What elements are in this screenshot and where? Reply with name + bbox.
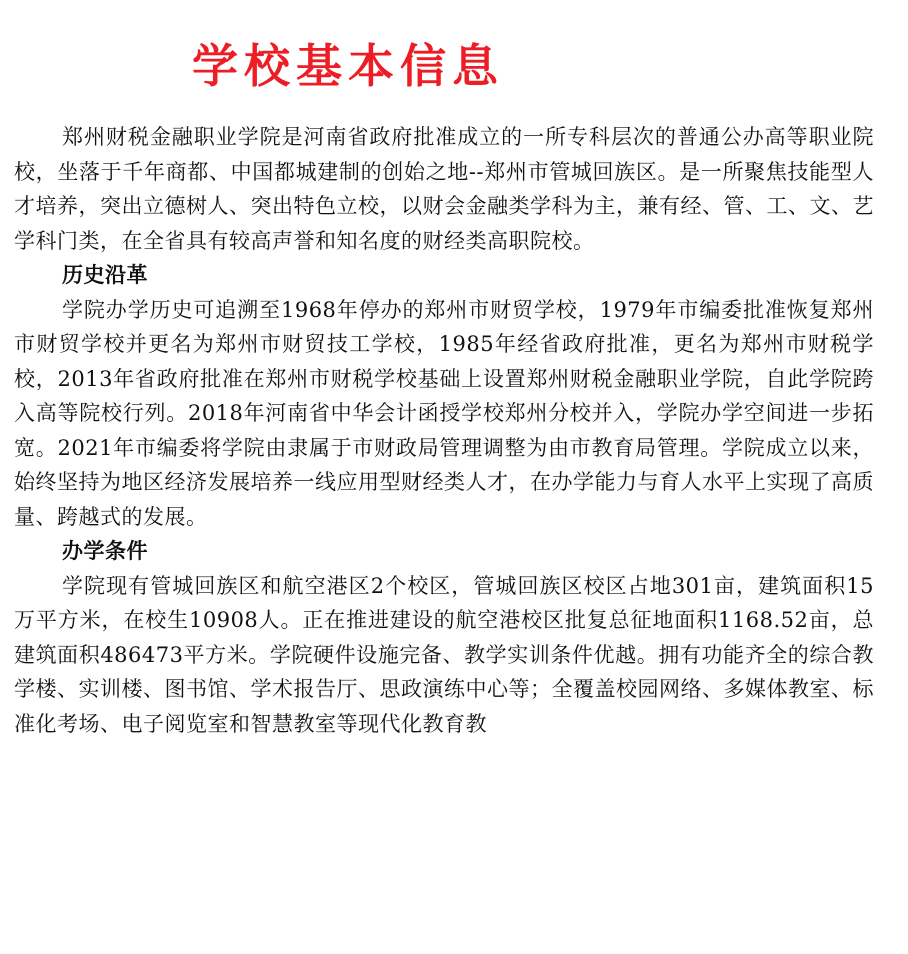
intro-paragraph: 郑州财税金融职业学院是河南省政府批准成立的一所专科层次的普通公办高等职业院校，坐落于千年商都、中国都城建制的创始之地--郑州市管城回族区。是一所聚焦技能型人才培养，突出立德树人、突出特色立校，以财会金融类学科为主，兼有经、管、工、文、艺学科门类，在全省具有较高声誉和知名度的财经类高职院校。 <box>14 125 874 253</box>
section-heading-history: 历史沿革 <box>62 262 148 287</box>
document-body <box>14 120 874 741</box>
section-heading-conditions: 办学条件 <box>62 538 148 563</box>
conditions-paragraph: 学院现有管城回族区和航空港区2个校区，管城回族区校区占地301亩，建筑面积15万平方米，在校生10908人。正在推进建设的航空港校区批复总征地面积1168.52亩，总建筑面积486473平方米。学院硬件设施完备、教学实训条件优越。拥有功能齐全的综合教学楼、实训楼、图书馆、学术报告厅、思政演练中心等；全覆盖校园网络、多媒体教室、标准化考场、电子阅览室和智慧教室等现代化教育教 <box>14 573 874 736</box>
page-title: 学校基本信息 <box>192 39 504 93</box>
history-paragraph: 学院办学历史可追溯至1968年停办的郑州市财贸学校，1979年市编委批准恢复郑州市财贸学校并更名为郑州市财贸技工学校，1985年经省政府批准，更名为郑州市财税学校，2013年省政府批准在郑州市财税学校基础上设置郑州财税金融职业学院，自此学院跨入高等院校行列。2018年河南省中华会计函授学校郑州分校并入，学院办学空间进一步拓宽。2021年市编委将学院由隶属于市财政局管理调整为由市教育局管理。学院成立以来，始终坚持为地区经济发展培养一线应用型财经类人才，在办学能力与育人水平上实现了高质量、跨越式的发展。 <box>14 297 874 529</box>
